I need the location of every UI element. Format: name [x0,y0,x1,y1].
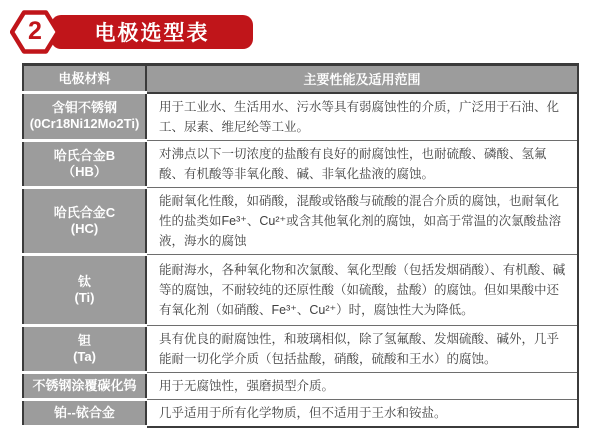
description-cell: 能耐氧化性酸，如硝酸，混酸或铬酸与硫酸的混合介质的腐蚀，也耐氧化性的盐类如Fe³⁺、Cu²⁺或含其他氧化剂的腐蚀，如高于常温的次氯酸盐溶液，海水的腐蚀 [146,187,578,254]
material-subname: (Ta) [73,348,96,364]
table-row [23,187,578,254]
table-row [23,93,578,141]
material-name: 钛 [77,273,91,289]
step-number: 2 [28,16,42,45]
description-cell: 能耐海水，各种氧化物和次氯酸、氧化型酸（包括发烟硝酸）、有机酸、碱等的腐蚀，不耐较纯的还原性酸（如硫酸，盐酸）的腐蚀。但如果酸中还有氧化剂（如硝酸、Fe³⁺、Cu²⁺）时，腐蚀性大为降低。 [146,254,578,325]
table-row [23,140,578,187]
material-subname: (0Cr18Ni12Mo2Ti) [29,116,140,132]
material-cell [23,93,146,141]
table-row [23,372,578,399]
table-row [23,254,578,325]
description-cell: 对沸点以下一切浓度的盐酸有良好的耐腐蚀性，也耐硫酸、磷酸、氢氟酸、有机酸等非氧化酸、碱、非氧化盐液的腐蚀。 [146,140,578,187]
description-cell: 具有优良的耐腐蚀性，和玻璃相似，除了氢氟酸、发烟硫酸、碱外，几乎能耐一切化学介质（包括盐酸，硝酸，硫酸和王水）的腐蚀。 [146,325,578,372]
table-row [23,325,578,372]
column-header-material: 电极材料 [23,65,146,93]
material-subname: （HB） [62,163,107,179]
material-cell [23,140,146,187]
material-name: 不锈钢涂覆碳化钨 [32,377,137,393]
material-cell [23,399,146,427]
material-name: 铂--铱合金 [54,404,115,420]
material-name: 含钼不锈钢 [51,100,117,116]
step-badge [10,9,60,55]
table-header-row [23,65,578,93]
material-cell [23,372,146,399]
header [0,0,600,56]
title-banner [51,15,253,49]
material-cell [23,187,146,254]
page-title: 电极选型表 [94,22,210,45]
material-name: 钽 [77,332,91,348]
description-cell: 几乎适用于所有化学物质，但不适用于王水和铵盐。 [146,399,578,427]
description-cell: 用于工业水、生活用水、污水等具有弱腐蚀性的介质，广泛用于石油、化工、尿素、维尼纶等工业。 [146,93,578,141]
material-subname: (HC) [70,220,99,236]
table-row [23,399,578,427]
column-header-performance: 主要性能及适用范围 [146,65,578,93]
material-cell [23,325,146,372]
material-cell [23,254,146,325]
material-subname: (Ti) [74,289,95,305]
description-cell: 用于无腐蚀性，强磨损型介质。 [146,372,578,399]
material-name: 哈氏合金B [53,147,116,163]
electrode-selection-table [22,63,579,428]
material-name: 哈氏合金C [53,204,116,220]
